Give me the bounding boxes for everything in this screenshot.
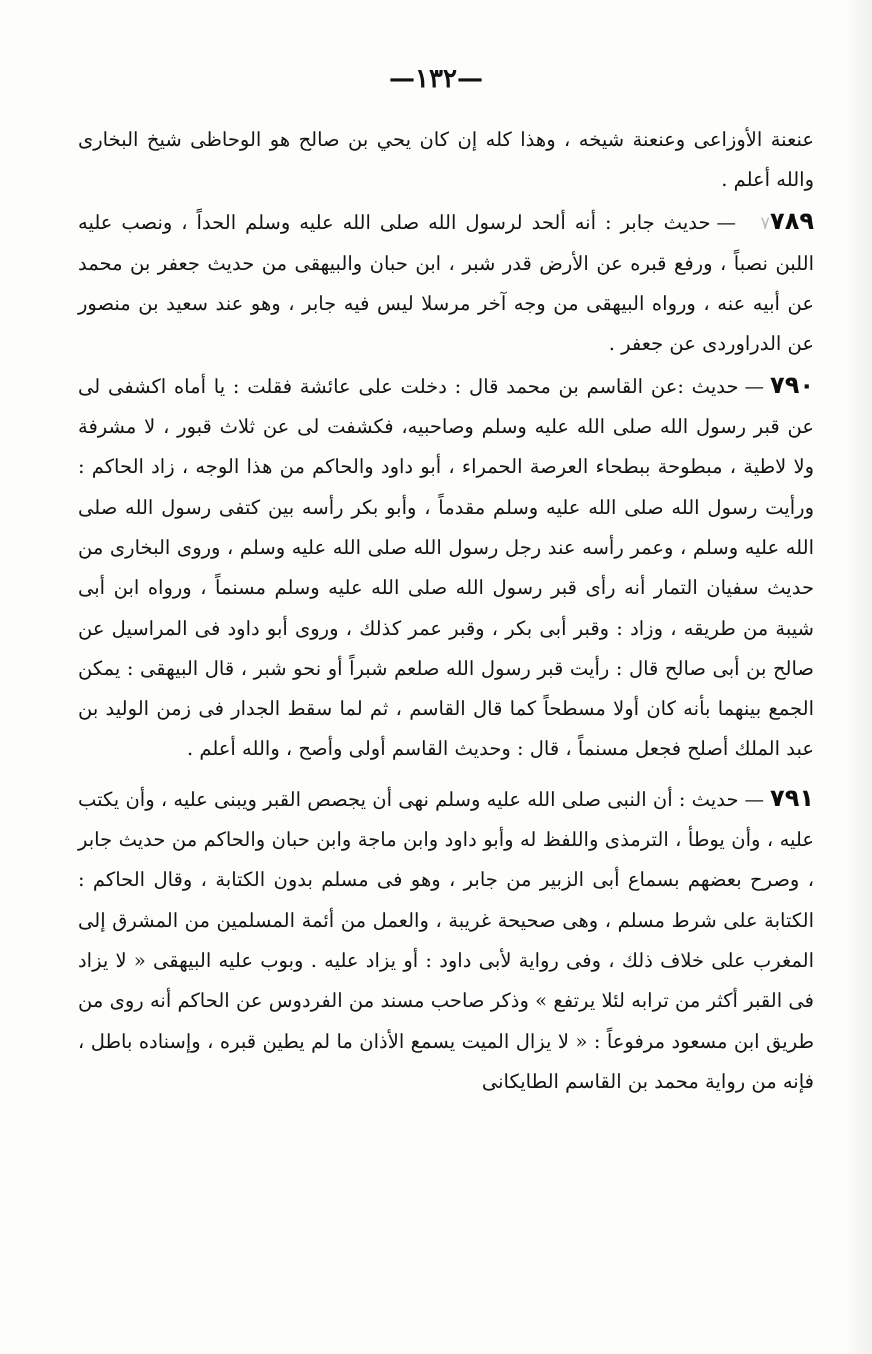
page-number: —١٣٢— — [389, 64, 483, 94]
intro-paragraph — [78, 120, 814, 201]
page-body — [78, 120, 814, 1102]
hadith-790 — [78, 365, 814, 770]
hadith-number: ٧٩١ — [770, 783, 814, 812]
hadith-791 — [78, 778, 814, 1102]
hadith-number: ٧٩٠ — [770, 370, 814, 399]
entry-dash: — — [716, 210, 737, 234]
intro-text: عنعنة الأوزاعى وعنعنة شيخه ، وهذا كله إن كان يحي بن صالح هو الوحاظى شيخ البخارى والله أعلم . — [78, 128, 814, 192]
hadith-text: حديث جابر : أنه ألحد لرسول الله صلى الله عليه وسلم الحداً ، ونصب عليه اللبن نصباً ، ورفع قبره عن الأرض قدر شبر ، ابن حبان والبيهقى من حديث جعفر بن محمد عن أبيه عنه ، ورواه البيهقى من وجه آخر مرسلا ليس فيه جابر ، وهو عند سعيد بن منصور عن الدراوردى عن جعفر . — [78, 210, 814, 356]
hadith-text: حديث : أن النبى صلى الله عليه وسلم نهى أن يجصص القبر ويبنى عليه ، وأن يكتب عليه ، وأن يوطأ ، الترمذى واللفظ له وأبو داود وابن ماجة وابن حبان والحاكم من حديث جابر ، وصرح بعضهم بسماع أبى الزبير من جابر ، وهو فى مسلم بدون الكتابة ، وقال الحاكم : الكتابة على شرط مسلم ، وهى صحيحة غريبة ، والعمل من أئمة المسلمين من المشرق إلى المغرب على خلاف ذلك ، وفى رواية لأبى داود : أو يزاد عليه . وبوب عليه البيهقى « لا يزاد فى القبر أكثر من ترابه لئلا يرتفع » وذكر صاحب مسند من الفردوس عن الحاكم أنه روى من طريق ابن مسعود مرفوعاً : « لا يزال الميت يسمع الأذان ما لم يطين قبره ، وإسناده باطل ، فإنه من رواية محمد بن القاسم الطايكانى — [78, 787, 814, 1093]
margin-mark: ٧ — [760, 212, 771, 234]
hadith-789 — [78, 201, 814, 365]
hadith-text: حديث :عن القاسم بن محمد قال : دخلت على عائشة فقلت : يا أماه اكشفى لى عن قبر رسول الله صلى الله عليه وسلم وصاحبيه، فكشفت لى عن ثلاث قبور ، لا مشرفة ولا لاطية ، مبطوحة ببطحاء العرصة الحمراء ، أبو داود والحاكم من هذا الوجه ، زاد الحاكم : ورأيت رسول الله صلى الله عليه وسلم مقدماً ، وأبو بكر رأسه بين كتفى رسول الله صلى الله عليه وسلم ، وعمر رأسه عند رجل رسول الله صلى الله عليه وسلم ، وروى البخارى من حديث سفيان التمار أنه رأى قبر رسول الله صلى الله عليه وسلم مسنماً ، ورواه ابن أبى شيبة من طريقه ، وزاد : وقبر أبى بكر ، وقبر عمر كذلك ، وروى أبو داود فى المراسيل عن صالح بن أبى صالح قال : رأيت قبر رسول الله صلعم شبراً أو نحو شبر ، قال البيهقى : يمكن الجمع بينهما بأنه كان أولا مسطحاً كما قال القاسم ، ثم لما سقط الجدار فى زمن الوليد بن عبد الملك أصلح فجعل مسنماً ، قال : وحديث القاسم أولى وأصح ، والله أعلم . — [78, 374, 814, 761]
entry-dash: — — [744, 787, 765, 811]
scan-edge-shadow — [844, 0, 872, 1354]
entry-dash: — — [744, 374, 765, 398]
hadith-number: ٧٨٩ — [770, 206, 814, 235]
